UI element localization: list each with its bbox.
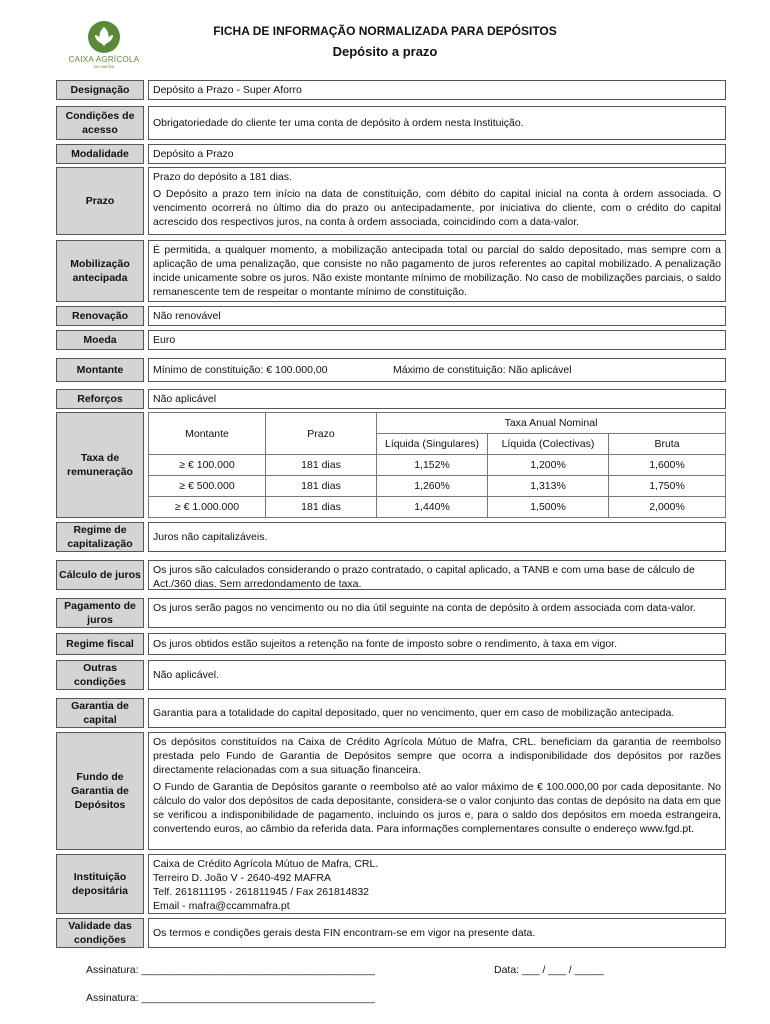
rates-header-liquida-singulares: Líquida (Singulares) bbox=[377, 434, 488, 455]
instituicao-name: Caixa de Crédito Agrícola Mútuo de Mafra, CRL. bbox=[153, 858, 379, 870]
value-designacao: Depósito a Prazo - Super Aforro bbox=[148, 80, 726, 100]
rates-header-montante: Montante bbox=[149, 413, 266, 455]
rates-header-prazo: Prazo bbox=[266, 413, 377, 455]
rate-bruta: 1,750% bbox=[609, 476, 726, 497]
label-modalidade: Modalidade bbox=[56, 144, 144, 164]
signature-line-2: Assinatura: ________________________________________ bbox=[86, 992, 376, 1004]
value-montante bbox=[148, 358, 726, 382]
signature-line-1: Assinatura: ________________________________________ bbox=[86, 964, 376, 976]
fundo-paragraph-2: O Fundo de Garantia de Depósitos garante o reembolso até ao valor máximo de € 100.000,00 por cada depositante. No cálculo do valor dos depósitos de cada depositante, considera-se o valor conjunto das contas de depósito na data em que se verificou a indisponibilidade de pagamento, incluindo os juros e, para o saldo dos depósitos em moeda estrangeira, convertendo euros, ao câmbio da referida data. Para informações complementares consulte o endereço www.fgd.pt. bbox=[153, 781, 721, 835]
label-regime-fiscal: Regime fiscal bbox=[56, 633, 144, 655]
instituicao-phone: Telf. 261811195 - 261811945 / Fax 261814832 bbox=[153, 886, 370, 898]
value-pagamento-juros: Os juros serão pagos no vencimento ou no dia útil seguinte na conta de depósito à ordem associada com data-valor. bbox=[148, 598, 726, 628]
value-validade: Os termos e condições gerais desta FIN encontram-se em vigor na presente data. bbox=[148, 918, 726, 948]
label-prazo: Prazo bbox=[56, 167, 144, 235]
value-instituicao bbox=[148, 854, 726, 914]
rate-liquida-colectivas: 1,313% bbox=[488, 476, 609, 497]
rate-montante: ≥ € 500.000 bbox=[149, 476, 266, 497]
label-regime-capitalizacao: Regime de capitalização bbox=[56, 522, 144, 552]
label-renovacao: Renovação bbox=[56, 306, 144, 326]
rates-header-bruta: Bruta bbox=[609, 434, 726, 455]
label-calculo-juros: Cálculo de juros bbox=[56, 560, 144, 590]
table-row bbox=[149, 455, 726, 476]
rate-montante: ≥ € 1.000.000 bbox=[149, 497, 266, 518]
value-moeda: Euro bbox=[148, 330, 726, 350]
label-moeda: Moeda bbox=[56, 330, 144, 350]
document-subtitle: Depósito a prazo bbox=[332, 44, 438, 59]
montante-maximo: Máximo de constituição: Não aplicável bbox=[393, 364, 572, 376]
instituicao-address: Terreiro D. João V - 2640-492 MAFRA bbox=[153, 872, 331, 884]
document-title: FICHA DE INFORMAÇÃO NORMALIZADA PARA DEPÓSITOS bbox=[213, 24, 557, 38]
fundo-paragraph-1: Os depósitos constituídos na Caixa de Crédito Agrícola Mútuo de Mafra, CRL. beneficiam da garantia de reembolso prestada pelo Fundo de Garantia de Depósitos sempre que ocorra a indisponibilidade dos depósitos por razões directamente relacionadas com a sua situação financeira. bbox=[153, 736, 721, 776]
value-prazo bbox=[148, 167, 726, 235]
logo-text: CAIXA AGRÍCOLA bbox=[68, 55, 140, 64]
label-garantia-capital: Garantia de capital bbox=[56, 698, 144, 728]
label-instituicao: Instituição depositária bbox=[56, 854, 144, 914]
value-modalidade: Depósito a Prazo bbox=[148, 144, 726, 164]
montante-minimo: Mínimo de constituição: € 100.000,00 bbox=[153, 364, 328, 376]
label-fundo-garantia: Fundo de Garantia de Depósitos bbox=[56, 732, 144, 850]
value-garantia-capital: Garantia para a totalidade do capital depositado, quer no vencimento, quer em caso de mobilização antecipada. bbox=[148, 698, 726, 728]
rates-header-taxa: Taxa Anual Nominal bbox=[377, 413, 726, 434]
label-reforcos: Reforços bbox=[56, 389, 144, 409]
label-outras-condicoes: Outras condições bbox=[56, 660, 144, 690]
rate-liquida-singulares: 1,260% bbox=[377, 476, 488, 497]
rate-prazo: 181 dias bbox=[266, 476, 377, 497]
value-regime-fiscal: Os juros obtidos estão sujeitos a retenção na fonte de imposto sobre o rendimento, à taxa em vigor. bbox=[148, 633, 726, 655]
table-row bbox=[149, 497, 726, 518]
rate-prazo: 181 dias bbox=[266, 497, 377, 518]
label-pagamento-juros: Pagamento de juros bbox=[56, 598, 144, 628]
rate-montante: ≥ € 100.000 bbox=[149, 455, 266, 476]
label-condicoes-acesso: Condições de acesso bbox=[56, 106, 144, 140]
rate-liquida-colectivas: 1,500% bbox=[488, 497, 609, 518]
value-condicoes-acesso: Obrigatoriedade do cliente ter uma conta de depósito à ordem nesta Instituição. bbox=[148, 106, 726, 140]
label-montante: Montante bbox=[56, 358, 144, 382]
rate-prazo: 181 dias bbox=[266, 455, 377, 476]
label-taxa-remuneracao: Taxa de remuneração bbox=[56, 412, 144, 518]
value-outras-condicoes: Não aplicável. bbox=[148, 660, 726, 690]
value-reforcos: Não aplicável bbox=[148, 389, 726, 409]
prazo-description: O Depósito a prazo tem início na data de constituição, com débito do capital inicial na conta à ordem associada. O vencimento ocorrerá no último dia do prazo ou antecipadamente, por iniciativa do cliente, com o crédito do capital acrescido dos respectivos juros, na conta à ordem associada, coincidindo com a data-valor. bbox=[153, 188, 721, 228]
value-mobilizacao: É permitida, a qualquer momento, a mobilização antecipada total ou parcial do saldo depositado, mas sempre com a aplicação de uma penalização, que consiste no não pagamento de juros referentes ao capital mobilizado. A penalização incide unicamente sobre os juros. Não existe montante mínimo de mobilização. No caso de mobilizações parciais, o saldo remanescente tem de respeitar o montante mínimo de constituição. bbox=[148, 240, 726, 302]
label-validade: Validade das condições bbox=[56, 918, 144, 948]
value-renovacao: Não renovável bbox=[148, 306, 726, 326]
date-line: Data: ___ / ___ / _____ bbox=[494, 964, 604, 976]
instituicao-email: Email - mafra@ccammafra.pt bbox=[153, 900, 290, 912]
label-designacao: Designação bbox=[56, 80, 144, 100]
table-row bbox=[149, 476, 726, 497]
value-regime-capitalizacao: Juros não capitalizáveis. bbox=[148, 522, 726, 552]
rate-liquida-singulares: 1,440% bbox=[377, 497, 488, 518]
value-calculo-juros: Os juros são calculados considerando o prazo contratado, o capital aplicado, a TANB e com uma base de cálculo de Act./360 dias. Sem arredondamento de taxa. bbox=[148, 560, 726, 590]
label-mobilizacao: Mobilização antecipada bbox=[56, 240, 144, 302]
rate-bruta: 1,600% bbox=[609, 455, 726, 476]
rates-header-liquida-colectivas: Líquida (Colectivas) bbox=[488, 434, 609, 455]
prazo-duration: Prazo do depósito a 181 dias. bbox=[153, 171, 292, 183]
logo-subtext: DE MAFRA bbox=[93, 64, 115, 69]
rate-liquida-singulares: 1,152% bbox=[377, 455, 488, 476]
rate-bruta: 2,000% bbox=[609, 497, 726, 518]
rates-table bbox=[148, 412, 726, 518]
value-fundo-garantia bbox=[148, 732, 726, 850]
rate-liquida-colectivas: 1,200% bbox=[488, 455, 609, 476]
